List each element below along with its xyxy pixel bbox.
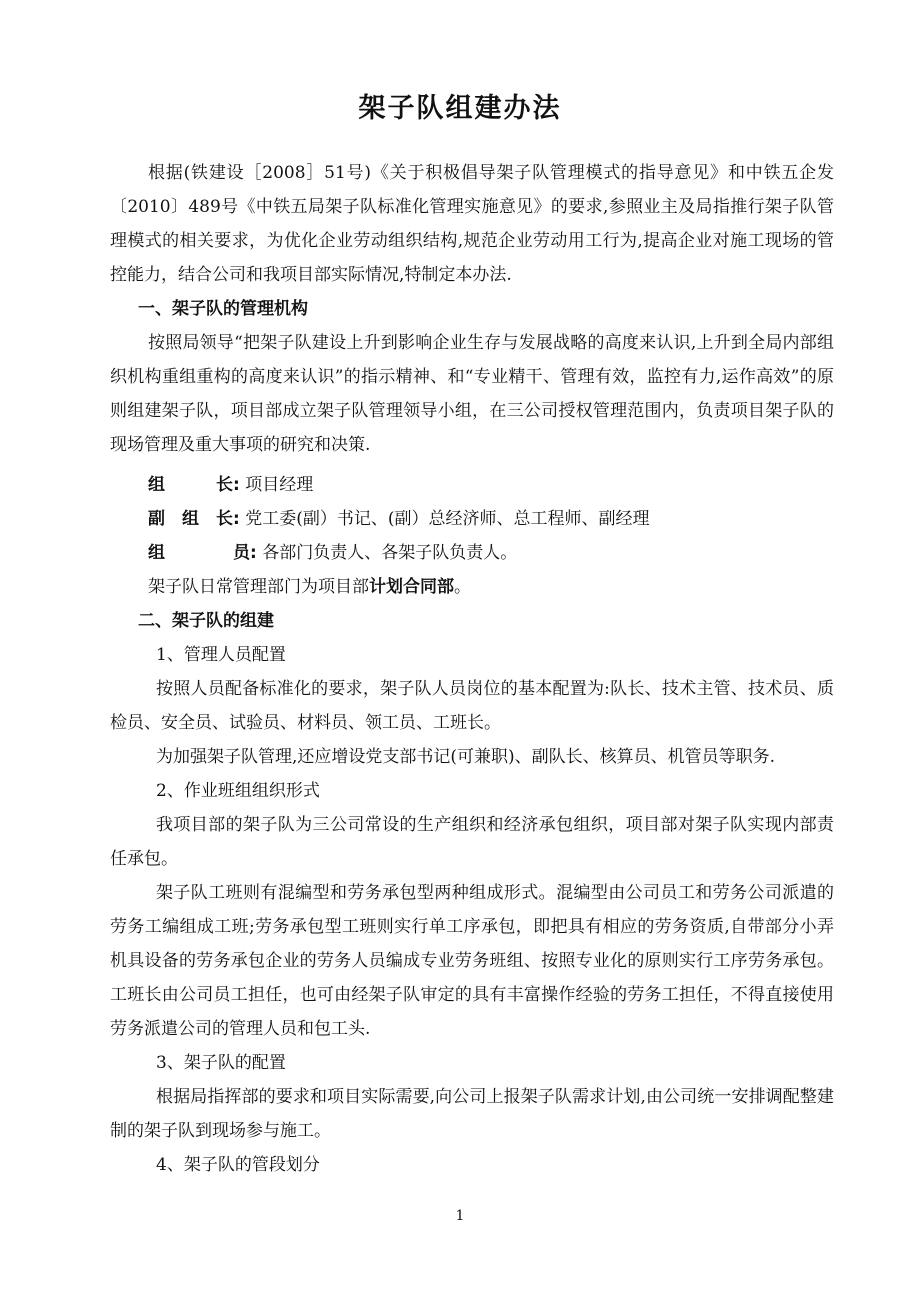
- section1-paragraph: 按照局领导“把架子队建设上升到影响企业生存与发展战略的高度来认识,上升到全局内部组织机构重组重构的高度来认识”的指示精神、和“专业精干、管理有效，监控有力,运作高效”的原则组建架子队，项目部成立架子队管理领导小组，在三公司授权管理范围内，负责项目架子队的现场管理及重大事项的研究和决策.: [110, 333, 834, 455]
- intro-paragraph: 根据(铁建设［2008］51号)《关于积极倡导架子队管理模式的指导意见》和中铁五企发〔2010〕489号《中铁五局架子队标准化管理实施意见》的要求,参照业主及局指推行架子队管理模式的相关要求，为优化企业劳动组织结构,规范企业劳动用工行为,提高企业对施工现场的管控能力，结合公司和我项目部实际情况,特制定本办法.: [110, 163, 834, 285]
- document-body: [110, 156, 834, 1182]
- subsection-heading-2: 2、作业班组组织形式: [156, 781, 320, 801]
- page-number: 1: [455, 1208, 465, 1224]
- subsection-heading-4: 4、架子队的管段划分: [156, 1155, 320, 1175]
- role-member: [110, 536, 834, 570]
- role-label: 组 长:: [148, 475, 240, 495]
- sub2-paragraph-1: 我项目部的架子队为三公司常设的生产组织和经济承包组织，项目部对架子队实现内部责任承包。: [110, 815, 834, 869]
- role-label: 组 员:: [148, 543, 257, 563]
- section-heading-2: 二、架子队的组建: [138, 611, 274, 631]
- role-deputy: [110, 502, 834, 536]
- dept-name: 计划合同部: [369, 577, 454, 597]
- role-label: 副 组 长:: [148, 509, 240, 529]
- role-leader: [110, 468, 834, 502]
- sub2-paragraph-2: 架子队工班则有混编型和劳务承包型两种组成形式。混编型由公司员工和劳务公司派遣的劳务工编组成工班;劳务承包型工班则实行单工序承包，即把具有相应的劳务资质,自带部分小弄机具设备的劳务承包企业的劳务人员编成专业劳务班组、按照专业化的原则实行工序劳务承包。工班长由公司员工担任，也可由经架子队审定的具有丰富操作经验的劳务工担任，不得直接使用劳务派遣公司的管理人员和包工头.: [110, 883, 834, 1039]
- role-value: 项目经理: [245, 475, 314, 495]
- section-heading-1: 一、架子队的管理机构: [138, 299, 308, 319]
- sub1-paragraph-1: 按照人员配备标准化的要求，架子队人员岗位的基本配置为:队长、技术主管、技术员、质检员、安全员、试验员、材料员、领工员、工班长。: [110, 679, 834, 733]
- sub1-paragraph-2: 为加强架子队管理,还应增设党支部书记(可兼职)、副队长、核算员、机管员等职务.: [156, 747, 776, 767]
- subsection-heading-3: 3、架子队的配置: [156, 1053, 286, 1073]
- role-value: 党工委(副）书记、(副）总经济师、总工程师、副经理: [245, 509, 650, 529]
- role-value: 各部门负责人、各架子队负责人。: [262, 543, 518, 563]
- dept-prefix: 架子队日常管理部门为项目部: [148, 577, 369, 597]
- page-title: 架子队组建办法: [358, 93, 562, 124]
- subsection-heading-1: 1、管理人员配置: [156, 645, 286, 665]
- sub3-paragraph: 根据局指挥部的要求和项目实际需要,向公司上报架子队需求计划,由公司统一安排调配整建制的架子队到现场参与施工。: [110, 1087, 834, 1141]
- dept-suffix: 。: [454, 577, 471, 597]
- management-dept-line: [110, 570, 834, 604]
